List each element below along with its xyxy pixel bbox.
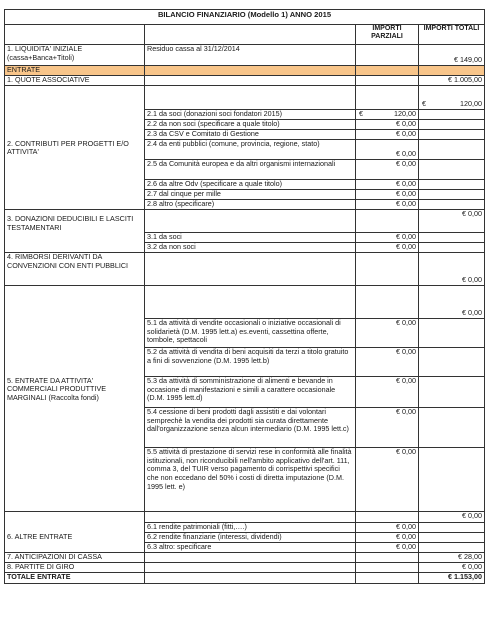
row-6-3 — [5, 543, 485, 553]
row-quote — [5, 76, 485, 86]
total-partite: € 0,00 — [419, 563, 485, 573]
row-2-4 — [5, 140, 485, 160]
total-entrate: € 1.153,00 — [419, 573, 485, 584]
label-liquidita: 1. LIQUIDITA' INIZIALE (cassa+Banca+Titoli) — [5, 45, 145, 66]
desc-5-1: 5.1 da attività di vendite occasionali o iniziative occasionali di solidarietà (D.M. 1995 lett.a) es.eventi, cassettina offerte, tombole, spettacoli — [145, 319, 356, 348]
val-2-8: € 0,00 — [356, 200, 419, 210]
title-row — [5, 10, 485, 25]
desc-5-3: 5.3 da attività di somministrazione di alimenti e bevande in occasione di manifestazioni e simili a carattere occasionale (D.M. 1995 lett.d) — [145, 377, 356, 408]
total-rimborsi: € 0,00 — [419, 253, 485, 286]
row-5-5 — [5, 448, 485, 512]
row-3-1 — [5, 233, 485, 243]
val-5-3: € 0,00 — [356, 377, 419, 408]
desc-2-7: 2.7 dal cinque per mille — [145, 190, 356, 200]
val-2-1: € 120,00 — [356, 110, 419, 120]
row-partite — [5, 563, 485, 573]
desc-2-3: 2.3 da CSV e Comitato di Gestione — [145, 130, 356, 140]
val-2-5: € 0,00 — [356, 160, 419, 180]
desc-6-1: 6.1 rendite patrimoniali (fitti,….) — [145, 523, 356, 533]
total-altre: € 0,00 — [419, 512, 485, 523]
row-anticipazioni — [5, 553, 485, 563]
row-entrate — [5, 66, 485, 76]
desc-2-1: 2.1 da soci (donazioni soci fondatori 2015) — [145, 110, 356, 120]
desc-residuo-cassa: Residuo cassa al 31/12/2014 — [145, 45, 356, 66]
row-attivita-header — [5, 286, 485, 319]
val-5-1: € 0,00 — [356, 319, 419, 348]
val-5-2: € 0,00 — [356, 348, 419, 377]
label-quote: 1. QUOTE ASSOCIATIVE — [5, 76, 145, 86]
header-totali: IMPORTI TOTALI — [419, 25, 485, 45]
header-row — [5, 25, 485, 45]
desc-3-1: 3.1 da soci — [145, 233, 356, 243]
row-6-2 — [5, 533, 485, 543]
label-donazioni: 3. DONAZIONI DEDUCIBILI E LASCITI TESTAMENTARI — [5, 210, 145, 233]
label-anticipazioni: 7. ANTICIPAZIONI DI CASSA — [5, 553, 145, 563]
val-6-2: € 0,00 — [356, 533, 419, 543]
val-3-1: € 0,00 — [356, 233, 419, 243]
row-2-2 — [5, 120, 485, 130]
desc-2-2: 2.2 da non soci (specificare a quale titolo) — [145, 120, 356, 130]
row-totale — [5, 573, 485, 584]
document-title: BILANCIO FINANZIARIO (Modello 1) ANNO 2015 — [5, 10, 485, 25]
val-2-2: € 0,00 — [356, 120, 419, 130]
total-quote: € 1.005,00 — [419, 76, 485, 86]
row-2-3 — [5, 130, 485, 140]
val-6-1: € 0,00 — [356, 523, 419, 533]
row-6-1 — [5, 523, 485, 533]
desc-3-2: 3.2 da non soci — [145, 243, 356, 253]
label-rimborsi: 4. RIMBORSI DERIVANTI DA CONVENZIONI CON ENTI PUBBLICI — [5, 253, 145, 286]
total-liquidita: € 149,00 — [419, 45, 485, 66]
label-entrate: ENTRATE — [5, 66, 145, 76]
desc-2-5: 2.5 da Comunità europea e da altri organismi internazionali — [145, 160, 356, 180]
val-5-4: € 0,00 — [356, 408, 419, 448]
desc-2-6: 2.6 da altre Odv (specificare a quale titolo) — [145, 180, 356, 190]
row-2-8 — [5, 200, 485, 210]
val-6-3: € 0,00 — [356, 543, 419, 553]
desc-5-5: 5.5 attività di prestazione di servizi rese in conformità alle finalità istituzionali, non riconducibili nell'ambito applicativo dell'art. 111, comma 3, del TUIR verso pagamento di corrispettivi specifici che non eccedano del 50% i costi di diretta imputazione (D.M. 1995 lett. e) — [145, 448, 356, 512]
row-5-4 — [5, 408, 485, 448]
total-anticipazioni: € 28,00 — [419, 553, 485, 563]
desc-5-4: 5.4 cessione di beni prodotti dagli assistiti e dai volontari semprechè la vendita dei prodotti sia curata direttamente dall'organizzazione senza alcun intermediario (D.M. 1995 lett.c) — [145, 408, 356, 448]
label-attivita: 5. ENTRATE DA ATTIVITA' COMMERCIALI PRODUTTIVE MARGINALI (Raccolta fondi) — [5, 377, 145, 408]
val-2-4: € 0,00 — [356, 140, 419, 160]
row-altre-header — [5, 512, 485, 523]
label-contributi: 2. CONTRIBUTI PER PROGETTI E/O ATTIVITA' — [5, 140, 145, 160]
desc-6-2: 6.2 rendite finanziarie (interessi, dividendi) — [145, 533, 356, 543]
val-5-5: € 0,00 — [356, 448, 419, 512]
row-liquidita — [5, 45, 485, 66]
label-partite: 8. PARTITE DI GIRO — [5, 563, 145, 573]
val-2-6: € 0,00 — [356, 180, 419, 190]
row-contributi-header — [5, 86, 485, 110]
row-2-1 — [5, 110, 485, 120]
bilancio-table — [4, 9, 485, 584]
label-altre: 6. ALTRE ENTRATE — [5, 533, 145, 543]
total-attivita: € 0,00 — [419, 286, 485, 319]
desc-2-8: 2.8 altro (specificare) — [145, 200, 356, 210]
val-2-7: € 0,00 — [356, 190, 419, 200]
label-totale: TOTALE ENTRATE — [5, 573, 145, 584]
desc-6-3: 6.3 altro: specificare — [145, 543, 356, 553]
header-parziali: IMPORTI PARZIALI — [356, 25, 419, 45]
row-rimborsi — [5, 253, 485, 286]
total-contributi: € 120,00 — [419, 86, 485, 110]
row-donazioni-header — [5, 210, 485, 233]
val-3-2: € 0,00 — [356, 243, 419, 253]
total-donazioni: € 0,00 — [419, 210, 485, 233]
row-3-2 — [5, 243, 485, 253]
val-2-3: € 0,00 — [356, 130, 419, 140]
row-5-3 — [5, 377, 485, 408]
row-2-7 — [5, 190, 485, 200]
row-5-2 — [5, 348, 485, 377]
desc-2-4: 2.4 da enti pubblici (comune, provincia, regione, stato) — [145, 140, 356, 160]
row-2-5 — [5, 160, 485, 180]
row-2-6 — [5, 180, 485, 190]
desc-5-2: 5.2 da attività di vendita di beni acquisiti da terzi a titolo gratuito a fini di sovvenzione (D.M. 1995 lett.b) — [145, 348, 356, 377]
row-5-1 — [5, 319, 485, 348]
